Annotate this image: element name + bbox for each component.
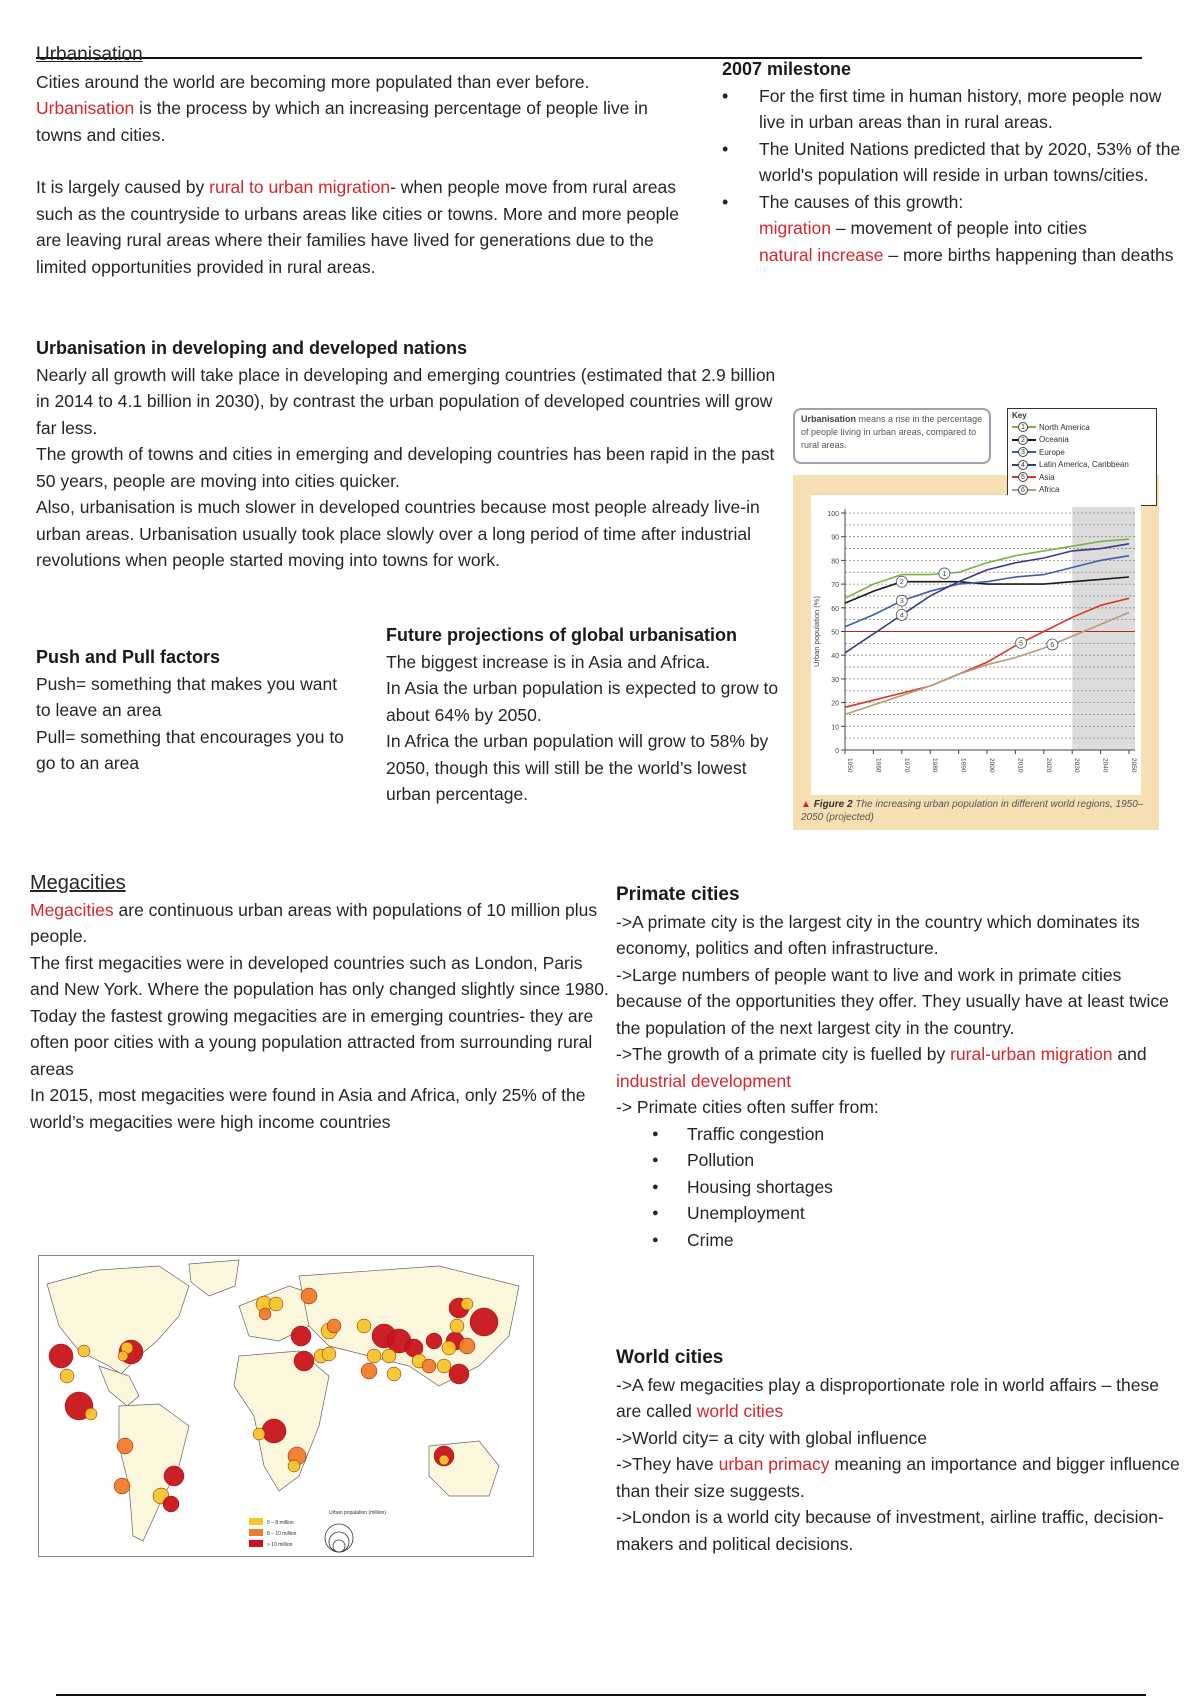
megacity-marker	[291, 1326, 311, 1346]
problem-item: ● Unemployment	[616, 1200, 1181, 1227]
developing-section	[36, 335, 781, 574]
y-tick-label: 40	[831, 653, 839, 661]
megacity-marker	[450, 1319, 464, 1333]
developing-p3: Also, urbanisation is much slower in developed countries because most people already live-in urban areas. Urbanisation usually took place slowly over a long period of time after industrial revolutions when people started moving into towns for work.	[36, 497, 760, 570]
y-tick-label: 10	[831, 724, 839, 732]
projections-section	[386, 622, 781, 808]
term-rural-urban-migration: rural-urban migration	[950, 1044, 1113, 1064]
megacity-marker	[288, 1460, 300, 1472]
legend-swatch-medium	[249, 1529, 263, 1536]
megacity-marker	[301, 1288, 317, 1304]
megacity-marker	[85, 1408, 97, 1420]
problem-item: ● Crime	[616, 1227, 1181, 1254]
legend-item	[1012, 459, 1152, 472]
urbanisation-cause: It is largely caused by rural to urban migration- when people move from rural areas such as the countryside to urbans areas like cities or towns. More and more people are leaving rural areas where their families have lived for generations due to the limited opportunities provided in rural areas.	[36, 177, 679, 277]
legend-label: North America	[1039, 422, 1090, 432]
primate-title: Primate cities	[616, 884, 740, 905]
legend-swatch: 5	[1012, 472, 1036, 482]
term-megacities: Megacities	[30, 899, 114, 920]
megacity-marker	[367, 1349, 381, 1363]
megacity-marker	[117, 1438, 133, 1454]
milestone-section	[722, 56, 1184, 268]
projections-p1: The biggest increase is in Asia and Africa.	[386, 651, 710, 672]
megacities-title: Megacities	[30, 872, 126, 894]
legend-title: Urban population (million)	[329, 1510, 386, 1516]
cause-natural-increase: natural increase – more births happening than deaths	[759, 244, 1174, 265]
primate-p2: ->Large numbers of people want to live and work in primate cities because of the opportunities they offer. They usually have at least twice the population of the next largest city in the country.	[616, 964, 1169, 1038]
legend-label: > 10 million	[267, 1542, 293, 1548]
world-map-graphic	[39, 1256, 533, 1556]
primate-p1: ->A primate city is the largest city in the country which dominates its economy, politics and often infrastructure.	[616, 911, 1140, 958]
milestone-title: 2007 milestone	[722, 59, 852, 79]
series-marker-label: 3	[899, 598, 904, 606]
problems-list	[616, 1121, 1181, 1254]
legend-label: 5 – 8 million	[267, 1520, 294, 1526]
megacities-p3: Today the fastest growing megacities are in emerging countries- they are often poor cities with a young population attracted from surrounding rural areas	[30, 1005, 594, 1079]
series-marker-label: 5	[1019, 640, 1024, 648]
megacity-marker	[60, 1369, 74, 1383]
series-marker-label: 1	[942, 570, 947, 578]
y-axis-label: Urban population (%)	[812, 596, 821, 667]
x-tick-label: 1980	[931, 758, 939, 773]
chart-plot-area	[811, 495, 1141, 795]
megacity-marker	[253, 1428, 265, 1440]
term-urban-primacy: urban primacy	[718, 1454, 830, 1474]
legend-label: Africa	[1039, 485, 1060, 495]
triangle-icon: ▲	[801, 799, 811, 810]
problem-item: ● Pollution	[616, 1147, 1181, 1174]
y-tick-label: 90	[831, 534, 839, 542]
problem-item: ● Housing shortages	[616, 1174, 1181, 1201]
y-tick-label: 30	[831, 676, 839, 684]
y-tick-label: 50	[831, 629, 839, 637]
push-pull-section	[36, 644, 356, 777]
milestone-bullet: • For the first time in human history, more people now live in urban areas than in rural areas.	[722, 83, 1184, 136]
push-pull-title: Push and Pull factors	[36, 647, 221, 667]
megacity-marker	[259, 1308, 271, 1320]
megacity-marker	[459, 1338, 475, 1354]
term-industrial-development: industrial development	[616, 1070, 792, 1091]
y-tick-label: 20	[831, 700, 839, 708]
megacities-section	[30, 870, 610, 1135]
megacity-marker	[382, 1349, 396, 1363]
megacity-marker	[442, 1341, 456, 1355]
megacity-marker	[164, 1466, 184, 1486]
legend-label: Latin America, Caribbean	[1039, 460, 1129, 470]
world-cities-p1: ->A few megacities play a disproportionate role in world affairs – these are called world cities	[616, 1374, 1159, 1421]
bottom-rule	[56, 1694, 1146, 1696]
megacity-marker	[78, 1345, 90, 1357]
legend-label: Oceania	[1039, 435, 1069, 445]
projections-title: Future projections of global urbanisation	[386, 625, 738, 645]
megacity-marker	[422, 1359, 436, 1373]
size-legend-icon	[325, 1524, 353, 1552]
term-world-cities: world cities	[696, 1401, 784, 1421]
legend-item	[1012, 471, 1152, 484]
projections-p3: In Africa the urban population will grow to 58% by 2050, though this will still be the world’s lowest urban percentage.	[386, 731, 769, 804]
megacity-marker	[294, 1351, 314, 1371]
megacity-marker	[163, 1496, 179, 1512]
megacity-marker	[461, 1298, 473, 1310]
x-tick-label: 2030	[1073, 758, 1081, 773]
developing-p2: The growth of towns and cities in emerging and developing countries has been rapid in the past 50 years, people are moving into cities quicker.	[36, 444, 775, 491]
series-marker-label: 4	[899, 612, 904, 620]
developing-title: Urbanisation in developing and developed nations	[36, 338, 468, 358]
world-cities-title: World cities	[616, 1347, 724, 1368]
africa-shape	[234, 1351, 329, 1491]
legend-swatch: 2	[1012, 435, 1036, 445]
urbanisation-section	[36, 42, 696, 280]
world-cities-p2: ->World city= a city with global influence	[616, 1427, 927, 1448]
megacity-marker	[426, 1333, 442, 1349]
y-tick-label: 70	[831, 582, 839, 590]
primate-cities-section	[616, 882, 1181, 1253]
x-tick-label: 2040	[1101, 758, 1109, 773]
megacity-marker	[361, 1363, 377, 1379]
definition-box: Urbanisation means a rise in the percentage of people living in urban areas, compared to rural areas.	[793, 408, 991, 464]
x-tick-label: 1960	[874, 758, 882, 773]
world-cities-p4: ->London is a world city because of investment, airline traffic, decision-makers and political decisions.	[616, 1507, 1164, 1554]
series-marker-label: 2	[899, 579, 904, 587]
legend-item	[1012, 446, 1152, 459]
legend-swatch-small	[249, 1518, 263, 1525]
greenland-shape	[189, 1260, 239, 1296]
y-tick-label: 80	[831, 558, 839, 566]
megacity-marker	[118, 1351, 128, 1361]
legend-item	[1012, 421, 1152, 434]
world-cities-section	[616, 1345, 1181, 1557]
megacity-marker	[269, 1297, 283, 1311]
primate-p3: ->The growth of a primate city is fuelled by rural-urban migration and industrial development	[616, 1044, 1147, 1091]
milestone-bullet: • The causes of this growth:	[722, 189, 1184, 216]
legend-title: Key	[1012, 411, 1027, 420]
legend-label: Europe	[1039, 447, 1065, 457]
legend-swatch: 1	[1012, 422, 1036, 432]
projections-p2: In Asia the urban population is expected to grow to about 64% by 2050.	[386, 678, 779, 725]
megacity-marker	[322, 1347, 336, 1361]
problem-item: ● Traffic congestion	[616, 1121, 1181, 1148]
legend-label: 8 – 10 million	[267, 1531, 297, 1537]
megacity-marker	[49, 1344, 73, 1368]
chart-legend	[1007, 408, 1157, 506]
projected-region	[1072, 507, 1135, 750]
megacity-marker	[387, 1367, 401, 1381]
line-chart	[811, 495, 1141, 795]
y-tick-label: 100	[827, 511, 839, 518]
megacities-p2: The first megacities were in developed countries such as London, Paris and New York. Where the population has only changed slightly since 1980.	[30, 952, 609, 999]
series-marker-label: 6	[1050, 642, 1055, 650]
urban-population-figure	[793, 400, 1159, 830]
megacity-marker	[114, 1478, 130, 1494]
x-tick-label: 1950	[846, 758, 853, 773]
legend-swatch: 4	[1012, 460, 1036, 470]
megacity-marker	[470, 1308, 498, 1336]
milestone-bullet: • The United Nations predicted that by 2020, 53% of the world's population will reside in urban towns/cities.	[722, 136, 1184, 189]
term-urbanisation: Urbanisation	[36, 98, 135, 118]
urbanisation-intro: Cities around the world are becoming more populated than ever before. Urbanisation is the process by which an increasing percentage of people live in towns and cities.	[36, 71, 648, 145]
megacities-world-map	[38, 1255, 534, 1557]
figure-caption: ▲ Figure 2 The increasing urban population in different world regions, 1950–2050 (projected)	[801, 799, 1144, 823]
legend-swatch: 6	[1012, 485, 1036, 495]
megacity-marker	[439, 1455, 449, 1465]
legend-label: Asia	[1039, 472, 1055, 482]
legend-swatch: 3	[1012, 447, 1036, 457]
section-title-urbanisation: Urbanisation	[36, 44, 143, 65]
push-definition: Push= something that makes you want to leave an area	[36, 673, 338, 720]
legend-swatch-large	[249, 1540, 263, 1547]
megacity-marker	[262, 1419, 286, 1443]
x-tick-label: 2010	[1016, 758, 1024, 773]
primate-p4: -> Primate cities often suffer from:	[616, 1097, 879, 1117]
x-tick-label: 2020	[1044, 758, 1052, 773]
developing-p1: Nearly all growth will take place in developing and emerging countries (estimated that 2.9 billion in 2014 to 4.1 billion in 2030), by contrast the urban population of developed countries will grow far less.	[36, 364, 776, 438]
megacity-marker	[357, 1319, 371, 1333]
world-cities-p3: ->They have urban primacy meaning an importance and bigger influence than their size suggests.	[616, 1454, 1180, 1501]
legend-item	[1012, 434, 1152, 447]
x-tick-label: 1970	[902, 758, 910, 773]
term-rural-urban-migration: rural to urban migration	[209, 177, 391, 197]
map-legend	[249, 1510, 386, 1552]
y-tick-label: 60	[831, 605, 839, 613]
cause-migration: migration – movement of people into cities	[759, 218, 1087, 238]
megacity-marker	[449, 1364, 469, 1384]
megacities-p1: Megacities are continuous urban areas with populations of 10 million plus people.	[30, 899, 598, 946]
x-tick-label: 2000	[988, 758, 995, 773]
megacities-p4: In 2015, most megacities were found in Asia and Africa, only 25% of the world’s megacities were high income countries	[30, 1085, 586, 1132]
megacity-marker	[327, 1319, 341, 1333]
y-tick-label: 0	[835, 748, 839, 755]
megacity-marker	[437, 1359, 451, 1373]
pull-definition: Pull= something that encourages you to go to an area	[36, 726, 344, 773]
x-tick-label: 1990	[959, 758, 967, 773]
x-tick-label: 2050	[1130, 758, 1137, 773]
